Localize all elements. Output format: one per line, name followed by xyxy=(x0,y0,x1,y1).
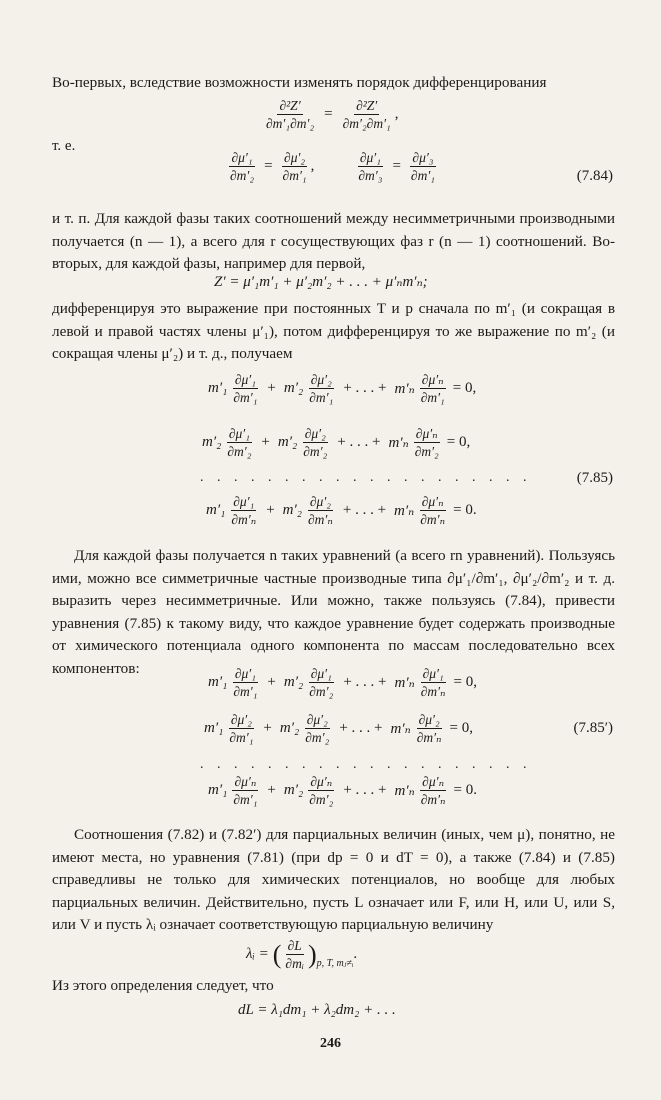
equation-number-7-85-prime: (7.85′) xyxy=(573,720,613,736)
fraction: $\frac{\text{∂²Z′}}{\text{∂m′₂∂m′₁}}$ xyxy=(342,98,391,131)
fraction: $\frac{\text{∂²Z′}}{\text{∂m′₁∂m′₂}}$ xyxy=(266,98,315,131)
equation-dL: dL = λ₁dm₁ + λ₂dm₂ + . . . xyxy=(238,1002,396,1018)
equation-7-84: $\frac{\text{∂μ′₁}}{\text{∂m′₂}}$ = $\frac{\text{∂μ′₂}}{\text{∂m′₁}}$ , $\frac{\text{∂μ′₁}}{\text{∂m′₃}}$ = $\frac{\text{∂μ′₃}}{\text{∂m′₁}}$ xyxy=(230,150,435,183)
paragraph-partial-quantities: Соотношения (7.82) и (7.82′) для парциальных величин (иных, чем μ), понятно, не имеют места, но уравнения (7.81) (при dp = 0 и dT = 0), а также (7.84) и (7.85) справедливы не только для химических потенциалов, но вообще для любых парциальных величин. Действительно, пусть L означает или F, или H, или U, или S, или V и пусть λᵢ означает соответствующую парциальную величину xyxy=(52,826,615,933)
equation-7-85p-row-1: m′₁ $\frac{\text{∂μ′₁}}{\text{∂m′₁}}$ + m′₂ $\frac{\text{∂μ′₁}}{\text{∂m′₂}}$ + . . . + m′ₙ $\frac{\text{∂μ′₁}}{\text{∂m′ₙ}}$ = 0, xyxy=(208,666,478,699)
equation-7-85-ellipsis: . . . . . . . . . . . . . . . . . . . . xyxy=(200,470,532,485)
equation-7-85-row-3: m′₁ $\frac{\text{∂μ′₁}}{\text{∂m′ₙ}}$ + m′₂ $\frac{\text{∂μ′₂}}{\text{∂m′ₙ}}$ + . . . + m′ₙ $\frac{\text{∂μ′ₙ}}{\text{∂m′ₙ}}$ = 0. xyxy=(206,494,477,527)
paragraph-intro: Во-первых, вследствие возможности изменять порядок дифференцирования xyxy=(52,74,547,91)
paragraph-differentiating: дифференцируя это выражение при постоянных T и p сначала по m′₁ (и сокращая в левой и правой частях члены μ′₁), потом дифференцируя то же выражение по m′₂ (и сокращая члены μ′₂) и т. д., получаем xyxy=(52,300,615,362)
equation-7-85p-row-3: m′₁ $\frac{\text{∂μ′ₙ}}{\text{∂m′₁}}$ + m′₂ $\frac{\text{∂μ′ₙ}}{\text{∂m′₂}}$ + . . . + m′ₙ $\frac{\text{∂μ′ₙ}}{\text{∂m′ₙ}}$ = 0. xyxy=(208,774,478,807)
equation-7-85p-ellipsis: . . . . . . . . . . . . . . . . . . . . xyxy=(200,757,532,772)
paragraph-relations-count: и т. п. Для каждой фазы таких соотношений между несимметричными производными получается (n — 1), а всего для r сосуществующих фаз r (n — 1) соотношений. Во-вторых, для каждой фазы, например для первой, xyxy=(52,210,615,272)
equation-7-85p-row-2: m′₁ $\frac{\text{∂μ′₂}}{\text{∂m′₁}}$ + m′₂ $\frac{\text{∂μ′₂}}{\text{∂m′₂}}$ + . . . + m′ₙ $\frac{\text{∂μ′₂}}{\text{∂m′ₙ}}$ = 0, xyxy=(204,712,474,745)
paragraph-from-definition: Из этого определения следует, что xyxy=(52,977,274,994)
equation-number-7-85: (7.85) xyxy=(576,470,613,486)
equation-7-85-row-2: m′₂ $\frac{\text{∂μ′₁}}{\text{∂m′₂}}$ + m′₂ $\frac{\text{∂μ′₂}}{\text{∂m′₂}}$ + . . . + m′ₙ $\frac{\text{∂μ′ₙ}}{\text{∂m′₂}}$ = 0, xyxy=(202,426,471,459)
page-number: 246 xyxy=(320,1036,341,1051)
label-te: т. е. xyxy=(52,138,76,154)
paragraph-symmetric-derivatives: Для каждой фазы получается n таких уравнений (а всего rn уравнений). Пользуясь ими, можно все симметричные частные производные типа ∂μ′₁/∂m′₁, ∂μ′₂/∂m′₂ и т. д. выразить через несимметричные. Или можно, также пользуясь (7.84), привести уравнения (7.85) к такому виду, что каждое уравнение будет содержать производные от химического потенциала одного компонента по массам последовательно всех компонентов: xyxy=(52,547,615,677)
equation-mixed-derivatives: $\frac{\text{∂²Z′}}{\text{∂m′₁∂m′₂}}$ = $\frac{\text{∂²Z′}}{\text{∂m′₂∂m′₁}}$ , xyxy=(266,98,399,131)
equation-lambda-definition: λᵢ = ( $\frac{\partial L}{\text{∂mᵢ}}$ ) p, T, mⱼ≠ᵢ . xyxy=(246,938,358,971)
equation-Z: Z′ = μ′₁m′₁ + μ′₂m′₂ + . . . + μ′ₙm′ₙ; xyxy=(214,274,428,290)
equation-number-7-84: (7.84) xyxy=(576,168,613,184)
equation-7-85-row-1: m′₁ $\frac{\text{∂μ′₁}}{\text{∂m′₁}}$ + m′₂ $\frac{\text{∂μ′₂}}{\text{∂m′₁}}$ + . . . + m′ₙ $\frac{\text{∂μ′ₙ}}{\text{∂m′₁}}$ = 0, xyxy=(208,372,477,405)
